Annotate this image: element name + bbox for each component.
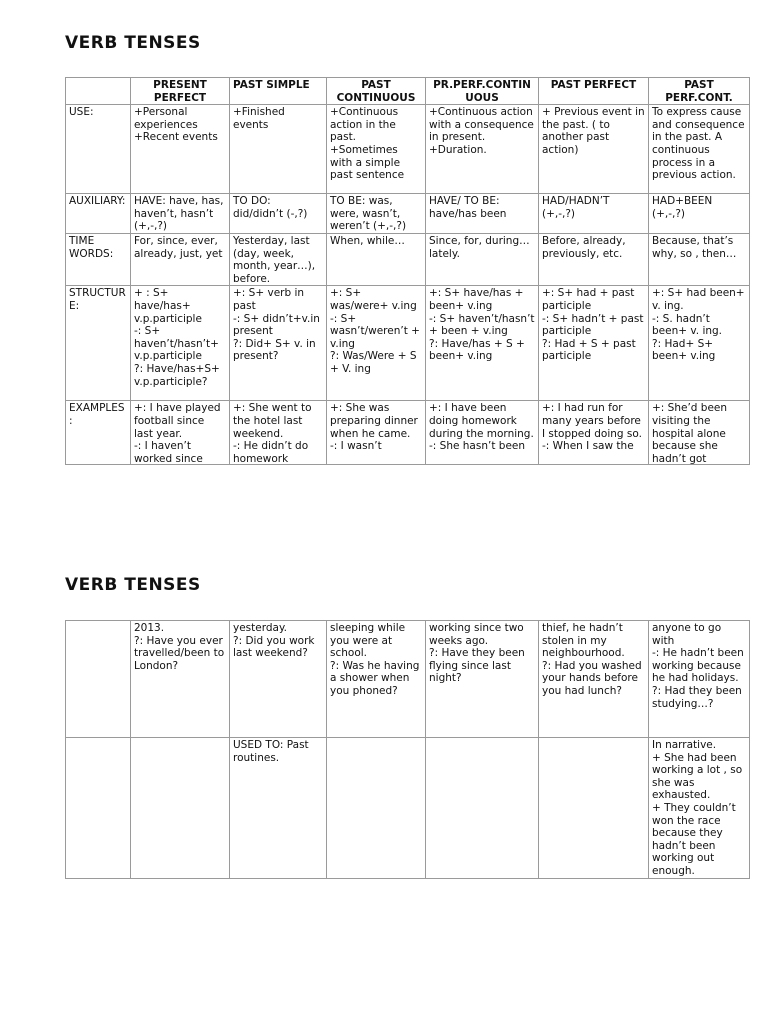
table-cell: HAD/HADN’T (+,-,?) — [539, 194, 649, 234]
header-present-perfect-continuous: PR.PERF.CONTIN UOUS — [426, 78, 539, 105]
cell-clip: EXAMPLES: — [69, 402, 125, 427]
table-row-examples — [66, 401, 750, 465]
row-label-structure: STRUCTURE: — [66, 286, 131, 401]
cell-clip: +: I have played football since last year. -: I haven’t worked since — [134, 402, 221, 465]
page-1 — [0, 0, 768, 470]
cell-clip: +: I have been doing homework during the morning. -: She hasn’t been — [429, 402, 534, 453]
table-cell: thief, he hadn’t stolen in my neighbourhood. ?: Had you washed your hands before you had lunch? — [539, 621, 649, 738]
table-cell — [649, 401, 750, 465]
table-cell: + : S+ have/has+ v.p.participle -: S+ haven’t/hasn’t+ v.p.participle ?: Have/has+S+ v.p.participle? — [131, 286, 230, 401]
table-cell: yesterday. ?: Did you work last weekend? — [230, 621, 327, 738]
table-cell: +: S+ had + past participle -: S+ hadn’t + past participle ?: Had + S + past participle — [539, 286, 649, 401]
header-past-continuous: PAST CONTINUOUS — [327, 78, 426, 105]
row-label-empty — [66, 738, 131, 879]
table-row-auxiliary — [66, 194, 750, 234]
verb-tenses-table — [65, 77, 750, 465]
table-cell: +Finished events — [230, 105, 327, 194]
table-cell: HAVE/ TO BE: have/has been — [426, 194, 539, 234]
table-cell: sleeping while you were at school. ?: Was he having a shower when you phoned? — [327, 621, 426, 738]
row-label-time-words: TIME WORDS: — [66, 233, 131, 285]
header-present-perfect: PRESENT PERFECT — [131, 78, 230, 105]
table-row-time-words — [66, 233, 750, 285]
table-cell — [327, 738, 426, 879]
table-row-notes — [66, 738, 750, 879]
table-cell: TO BE: was, were, wasn’t, weren’t (+,-,?) — [327, 194, 426, 234]
header-past-perfect: PAST PERFECT — [539, 78, 649, 105]
table-row-structure — [66, 286, 750, 401]
row-label-use: USE: — [66, 105, 131, 194]
table-cell: Before, already, previously, etc. — [539, 233, 649, 285]
table-cell: 2013. ?: Have you ever travelled/been to London? — [131, 621, 230, 738]
table-cell: +Continuous action in the past. +Sometimes with a simple past sentence — [327, 105, 426, 194]
header-past-perfect-continuous: PAST PERF.CONT. — [649, 78, 750, 105]
table-cell: +Continuous action with a consequence in present. +Duration. — [426, 105, 539, 194]
table-cell — [131, 738, 230, 879]
table-cell: USED TO: Past routines. — [230, 738, 327, 879]
table-cell: +Personal experiences +Recent events — [131, 105, 230, 194]
table-cell: +: S+ verb in past -: S+ didn’t+v.in present ?: Did+ S+ v. in present? — [230, 286, 327, 401]
table-cell: TO DO: did/didn’t (-,?) — [230, 194, 327, 234]
table-cell — [327, 401, 426, 465]
table-cell: To express cause and consequence in the past. A continuous process in a previous action. — [649, 105, 750, 194]
cell-clip: +: I had run for many years before I stopped doing so. -: When I saw the — [542, 402, 642, 453]
table-cell: For, since, ever, already, just, yet — [131, 233, 230, 285]
table-cell: HAD+BEEN (+,-,?) — [649, 194, 750, 234]
page-2 — [0, 540, 768, 1024]
table-cell — [426, 738, 539, 879]
table-cell — [539, 401, 649, 465]
table-cell — [426, 401, 539, 465]
page-title: VERB TENSES — [65, 33, 201, 53]
table-cell: working since two weeks ago. ?: Have they been flying since last night? — [426, 621, 539, 738]
row-label-auxiliary: AUXILIARY: — [66, 194, 131, 234]
table-cell — [230, 401, 327, 465]
verb-tenses-table-continued — [65, 620, 750, 879]
table-cell: HAVE: have, has, haven’t, hasn’t (+,-,?) — [131, 194, 230, 234]
table-cell: Because, that’s why, so , then… — [649, 233, 750, 285]
table-cell: +: S+ had been+ v. ing. -: S. hadn’t been+ v. ing. ?: Had+ S+ been+ v.ing — [649, 286, 750, 401]
table-cell: anyone to go with -: He hadn’t been working because he had holidays. ?: Had they been studying…? — [649, 621, 750, 738]
table-cell: Yesterday, last (day, week, month, year…), before. — [230, 233, 327, 285]
header-past-simple: PAST SIMPLE — [230, 78, 327, 105]
cell-clip: +: She went to the hotel last weekend. -: He didn’t do homework — [233, 402, 312, 465]
page-title: VERB TENSES — [65, 575, 201, 595]
table-row-examples-continued — [66, 621, 750, 738]
header-corner — [66, 78, 131, 105]
row-label-empty — [66, 621, 131, 738]
table-cell: +: S+ was/were+ v.ing -: S+ wasn’t/weren’t + v.ing ?: Was/Were + S + V. ing — [327, 286, 426, 401]
cell-clip: +: She’d been visiting the hospital alone because she hadn’t got — [652, 402, 728, 465]
table-cell — [131, 401, 230, 465]
table-cell — [539, 738, 649, 879]
table-cell: Since, for, during…lately. — [426, 233, 539, 285]
table-cell: In narrative. + She had been working a lot , so she was exhausted. + They couldn’t won the race because they hadn’t been working out enough. — [649, 738, 750, 879]
table-cell: +: S+ have/has + been+ v.ing -: S+ haven’t/hasn’t + been + v.ing ?: Have/has + S + been+ v.ing — [426, 286, 539, 401]
row-label-examples — [66, 401, 131, 465]
table-cell: + Previous event in the past. ( to another past action) — [539, 105, 649, 194]
table-row-use — [66, 105, 750, 194]
table-cell: When, while… — [327, 233, 426, 285]
cell-clip: +: She was preparing dinner when he came. -: I wasn’t — [330, 402, 418, 453]
